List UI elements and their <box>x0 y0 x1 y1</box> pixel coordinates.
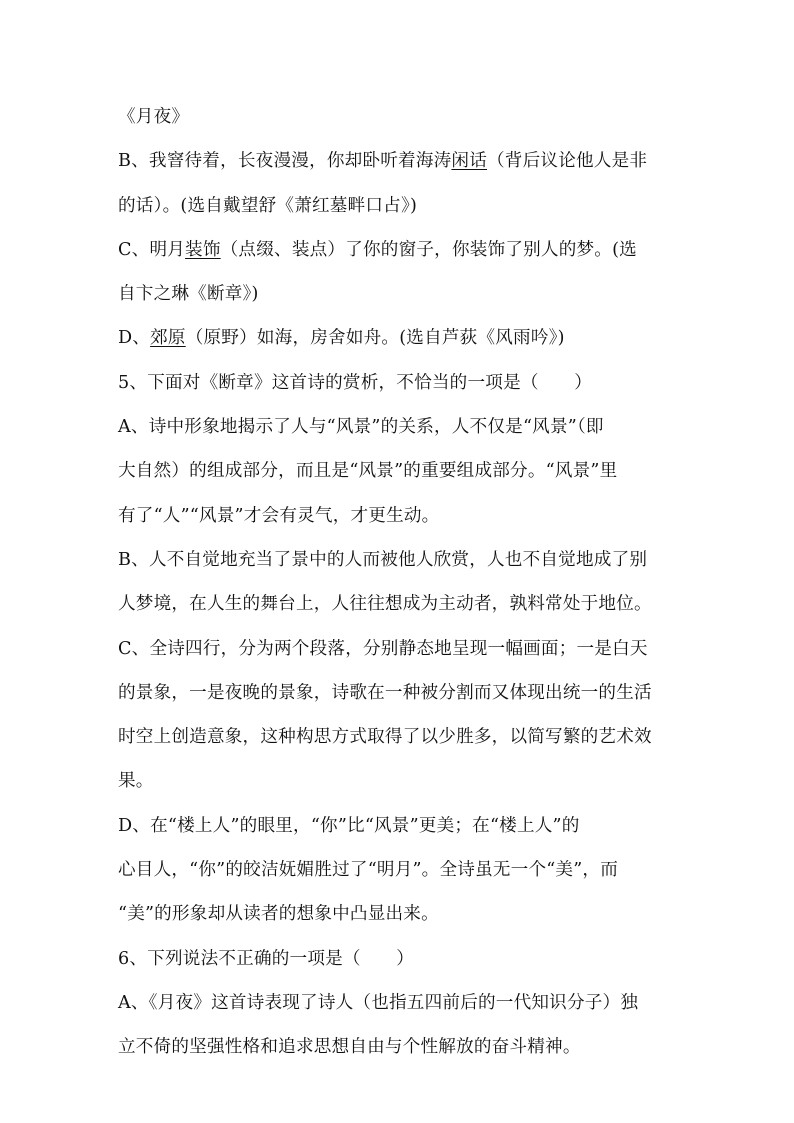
line-text: 心目人，“你”的皎洁妩媚胜过了“明月”。全诗虽无一个“美”，而 <box>118 860 619 881</box>
line-text: 的话）。(选自戴望舒《萧红墓畔口占》) <box>118 195 418 216</box>
text-line-17 <box>118 804 688 848</box>
line-text: 的景象，一是夜晚的景象，诗歌在一种被分割而又体现出统一的生活 <box>118 682 652 703</box>
line-text: 果。 <box>118 771 154 792</box>
text-line-21 <box>118 981 688 1025</box>
line-text: B、我窨待着，长夜漫漫，你却卧听着海涛 <box>118 151 452 172</box>
line-text-tail: （背后议论他人是非 <box>487 151 648 172</box>
question-6-stem <box>118 937 688 981</box>
line-text: D、 <box>118 328 151 349</box>
text-line-15 <box>118 715 688 759</box>
text-line-4 <box>118 228 688 272</box>
text-line-18 <box>118 848 688 892</box>
text-line-2 <box>118 139 688 183</box>
line-text: A、诗中形象地揭示了人与“风景”的关系，人不仅是“风景”（即 <box>118 417 604 438</box>
line-text: 5、下面对《断章》这首诗的赏析，不恰当的一项是（ ） <box>118 372 593 393</box>
text-line-3 <box>118 184 688 228</box>
text-line-6 <box>118 316 688 360</box>
line-text: 立不倚的坚强性格和追求思想自由与个性解放的奋斗精神。 <box>118 1037 581 1058</box>
text-line-11 <box>118 538 688 582</box>
line-text: 大自然）的组成部分，而且是“风景”的重要组成部分。“风景”里 <box>118 461 618 482</box>
line-text: C、全诗四行，分为两个段落，分别静态地呈现一幅画面；一是白天 <box>118 638 648 659</box>
line-text: 人梦境，在人生的舞台上，人往往想成为主动者，孰料常处于地位。 <box>118 594 652 615</box>
text-line-10 <box>118 494 688 538</box>
document-page <box>118 95 688 1070</box>
text-line-8 <box>118 405 688 449</box>
text-line-14 <box>118 671 688 715</box>
line-text: A、《月夜》这首诗表现了诗人（也指五四前后的一代知识分子）独 <box>118 992 639 1013</box>
text-line-5 <box>118 272 688 316</box>
line-text: 有了“人”“风景”才会有灵气，才更生动。 <box>118 505 440 526</box>
line-text: 时空上创造意象，这种构思方式取得了以少胜多，以简写繁的艺术效 <box>118 727 652 748</box>
line-text: 《月夜》 <box>118 107 190 127</box>
text-line-22 <box>118 1025 688 1069</box>
line-text: D、在“楼上人”的眼里，“你”比“风景”更美；在“楼上人”的 <box>118 815 580 836</box>
text-line-16 <box>118 759 688 803</box>
line-text-tail: （原野）如海，房舍如舟。(选自芦荻《风雨吟》) <box>185 328 565 349</box>
question-5-stem <box>118 361 688 405</box>
line-text: C、明月 <box>118 239 186 260</box>
text-line-19 <box>118 892 688 936</box>
underlined-word: 装饰 <box>185 239 221 260</box>
underlined-word: 闲话 <box>451 151 488 172</box>
text-line-1 <box>118 95 688 139</box>
text-line-9 <box>118 449 688 493</box>
line-text-tail: （点缀、装点）了你的窗子，你装饰了别人的梦。(选 <box>220 239 637 260</box>
line-text: 自卞之琳《断章》) <box>118 284 259 305</box>
line-text: B、人不自觉地充当了景中的人而被他人欣赏，人也不自觉地成了别 <box>118 549 648 570</box>
text-line-12 <box>118 582 688 626</box>
text-line-13 <box>118 627 688 671</box>
line-text: “美”的形象却从读者的想象中凸显出来。 <box>118 904 439 925</box>
line-text: 6、下列说法不正确的一项是（ ） <box>118 948 415 969</box>
underlined-word: 郊原 <box>150 328 186 349</box>
